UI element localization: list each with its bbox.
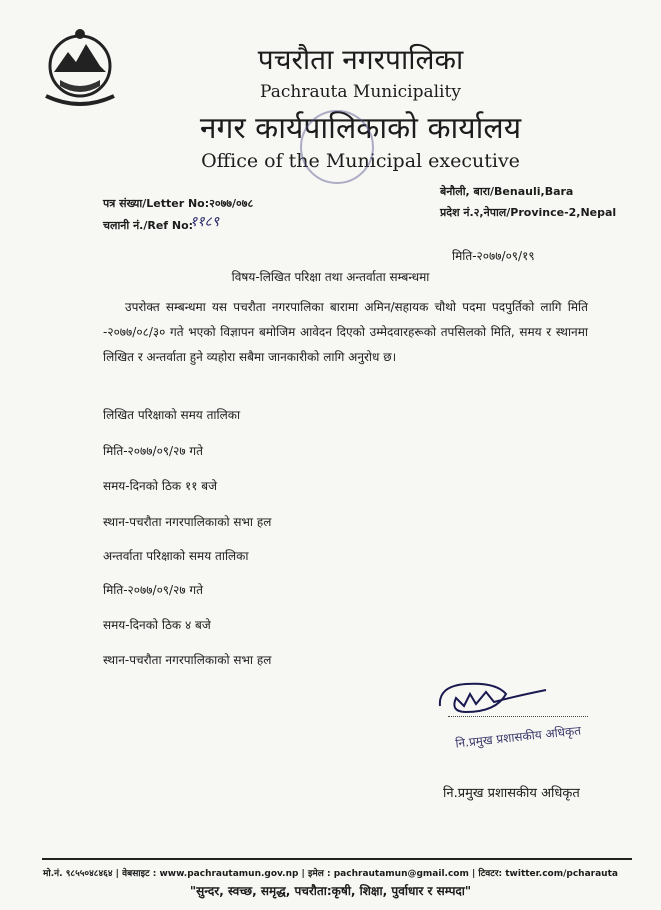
- signature-line: [448, 716, 588, 717]
- written-exam-heading: लिखित परिक्षाको समय तालिका: [103, 408, 241, 422]
- officer-stamp: नि.प्रमुख प्रशासकीय अधिकृत: [454, 723, 582, 751]
- address-line-2: प्रदेश नं.२,नेपाल/Province-2,Nepal: [440, 206, 617, 219]
- address-line-1: बेनौली, बारा/Benauli,Bara: [440, 185, 574, 198]
- footer-contact: मो.नं. ९८५५०४८४६४ | वेबसाइट : www.pachrautamun.gov.np | इमेल : pachrautamun@gmail.com | टिवटर: twitter.com/pcharauta: [43, 869, 618, 879]
- interview-venue: स्थान-पचरौता नगरपालिकाको सभा हल: [103, 653, 272, 667]
- body-paragraph: उपरोक्त सम्बन्धमा यस पचरौता नगरपालिका बारामा अमिन/सहायक चौथो पदमा पदपुर्तिको लागि मिति -२०७७/०८/३० गते भएको विज्ञापन बमोजिम आवेदन दिएको उम्मेदवारहरूको तपसिलको मिति, समय र स्थानमा लिखित र अन्तर्वाता हुने व्यहोरा सबैमा जानकारीको लागि अनुरोध छ।: [103, 300, 588, 364]
- written-exam-time: समय-दिनको ठिक ११ बजे: [103, 479, 218, 493]
- municipality-name-en: Pachrauta Municipality: [260, 82, 461, 102]
- office-name-np: नगर कार्यपालिकाको कार्यालय: [199, 111, 522, 146]
- footer-divider: [42, 858, 632, 860]
- municipality-name-np: पचरौता नगरपालिका: [257, 43, 464, 76]
- written-exam-venue: स्थान-पचरौता नगरपालिकाको सभा हल: [103, 515, 272, 529]
- footer-slogan: "सुन्दर, स्वच्छ, समृद्ध, पचरौता:कृषी, शिक्षा, पुर्वाधार र सम्पदा": [189, 884, 472, 898]
- subject-line: विषय-लिखित परिक्षा तथा अन्तर्वाता सम्बन्धमा: [231, 270, 430, 284]
- letter-date: मिति-२०७७/०९/१९: [452, 249, 535, 263]
- reference-number-label: चलानी नं./Ref No:: [103, 219, 194, 232]
- signature-icon: [436, 676, 556, 720]
- written-exam-date: मिति-२०७७/०९/२७ गते: [103, 444, 203, 458]
- interview-date: मिति-२०७७/०९/२७ गते: [103, 583, 203, 597]
- signer-title: नि.प्रमुख प्रशासकीय अधिकृत: [443, 786, 580, 801]
- office-seal-icon: [300, 110, 374, 184]
- interview-time: समय-दिनको ठिक ४ बजे: [103, 618, 211, 632]
- office-name-en: Office of the Municipal executive: [201, 150, 520, 172]
- reference-number-handwritten: ११८९: [190, 214, 220, 230]
- interview-heading: अन्तर्वाता परिक्षाको समय तालिका: [103, 549, 249, 563]
- letter-number: पत्र संख्या/Letter No:२०७७/०७८: [103, 197, 254, 210]
